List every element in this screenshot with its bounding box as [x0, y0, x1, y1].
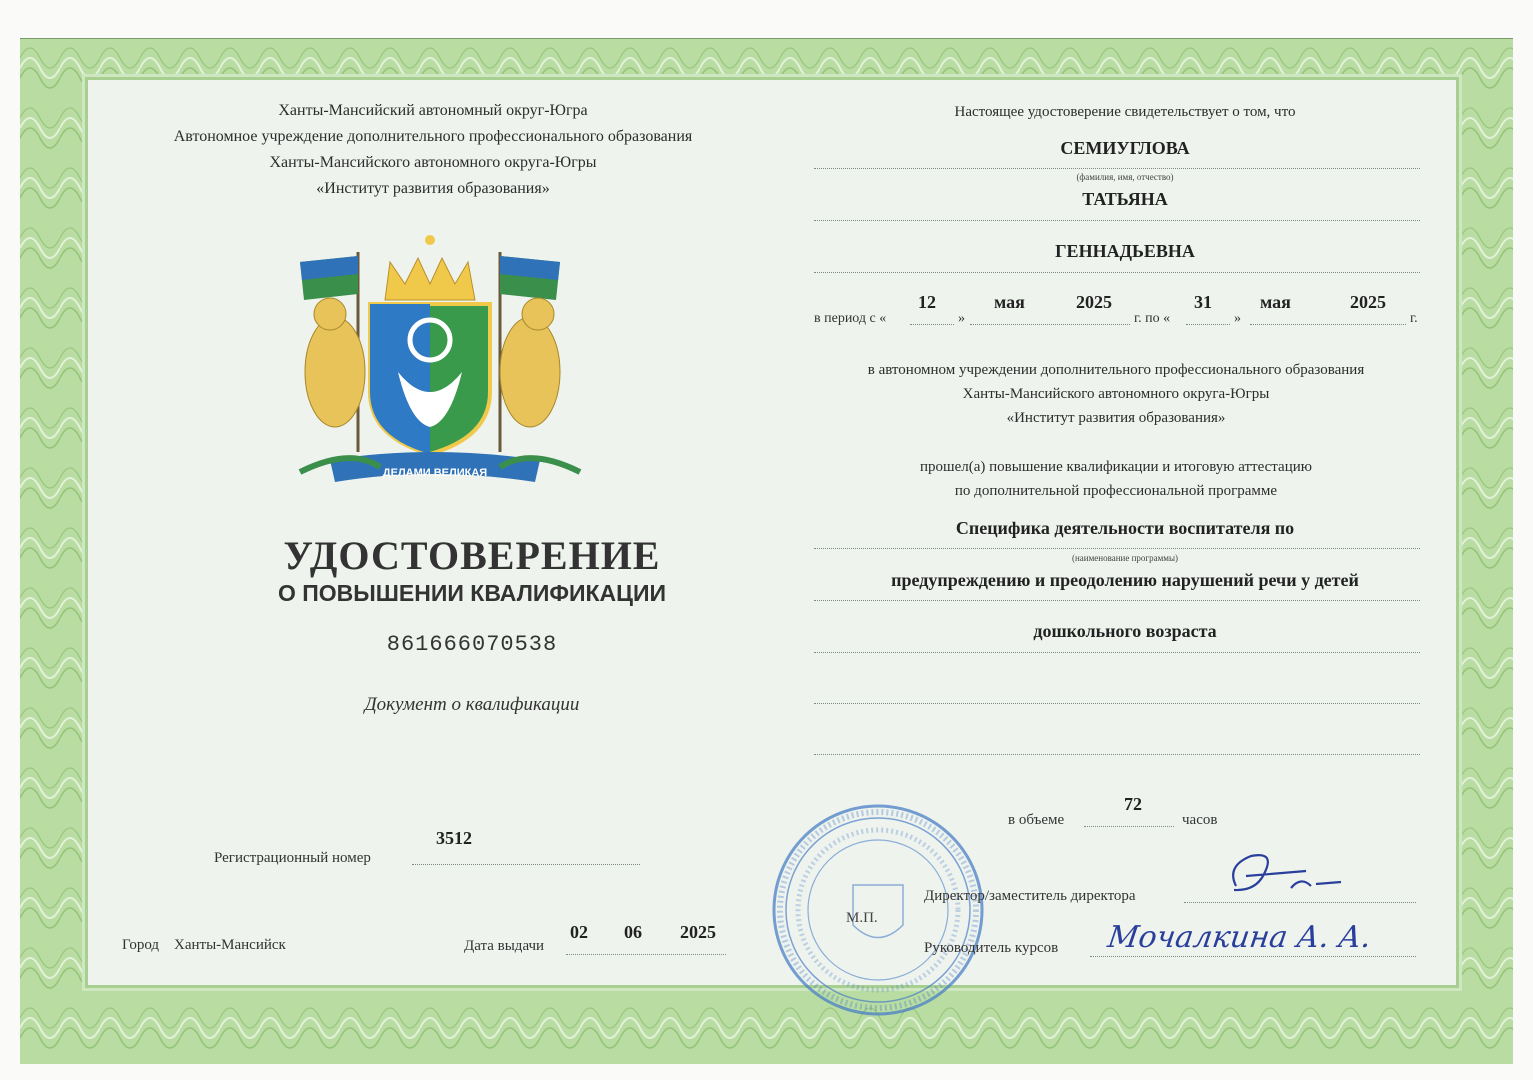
registration-label: Регистрационный номер [214, 850, 371, 866]
course-head-signature: Мочалкина А. А. [1105, 920, 1374, 955]
start-month: мая [994, 292, 1025, 312]
document-number: 861666070538 [386, 632, 558, 657]
end-day-line [1186, 324, 1230, 325]
issue-day: 02 [570, 922, 588, 942]
start-quote-close: » [958, 311, 965, 326]
first-name: ТАТЬЯНА [1082, 189, 1168, 209]
program-line-1: Специфика деятельности воспитателя по [955, 518, 1295, 538]
director-signature [1216, 846, 1346, 906]
coat-of-arms-emblem [290, 222, 590, 502]
end-month: мая [1260, 292, 1291, 312]
program-line-2: предупреждению и преодолению нарушений речи у детей [891, 570, 1359, 590]
intro-text: Настоящее удостоверение свидетельствует о том, что [954, 104, 1296, 120]
emblem-motto: ДЕЛАМИ ВЕЛИКАЯ [382, 467, 488, 479]
registration-line [412, 864, 640, 865]
passed-line-1: прошел(а) повышение квалификации и итоговую аттестацию [920, 459, 1312, 475]
registration-number: 3512 [436, 828, 472, 848]
header-line-4: «Институт развития образования» [316, 180, 550, 197]
city-value: Ханты-Мансийск [174, 937, 286, 953]
name-caption: (фамилия, имя, отчество) [1076, 172, 1174, 182]
end-quote-close: » [1234, 311, 1241, 326]
org-line-2: Ханты-Мансийского автономного округа-Югры [962, 386, 1270, 402]
director-label: Директор/заместитель директора [924, 888, 1136, 904]
document-subtitle: О ПОВЫШЕНИИ КВАЛИФИКАЦИИ [277, 580, 667, 606]
org-line-1: в автономном учреждении дополнительного профессионального образования [867, 362, 1365, 378]
patronymic-line [814, 272, 1420, 273]
program-line-2-rule [814, 600, 1420, 601]
document-type: Документ о квалификации [364, 694, 580, 715]
volume-label: в объеме [1008, 812, 1065, 828]
end-month-line [1250, 324, 1406, 325]
document-title: УДОСТОВЕРЕНИЕ [283, 533, 661, 578]
period-prefix: в период с « [814, 311, 887, 326]
official-stamp [768, 800, 988, 1020]
program-line-1-rule [814, 548, 1420, 549]
course-head-line [1090, 956, 1416, 957]
header-line-1: Ханты-Мансийский автономный округ-Югра [278, 102, 588, 119]
issue-date-label: Дата выдачи [464, 938, 545, 954]
header-line-3: Ханты-Мансийского автономного округа-Югры [269, 154, 597, 171]
issue-date-line [566, 954, 726, 955]
issue-month: 06 [624, 922, 642, 942]
passed-line-2: по дополнительной профессиональной программе [954, 483, 1278, 499]
start-day-line [910, 324, 954, 325]
program-line-3: дошкольного возраста [1033, 621, 1217, 641]
stamp-mark: М.П. [846, 910, 878, 926]
end-day: 31 [1194, 292, 1212, 312]
surname: СЕМИУГЛОВА [1060, 138, 1190, 158]
volume-value: 72 [1124, 794, 1142, 814]
course-head-label: Руководитель курсов [924, 940, 1059, 956]
start-month-line [970, 324, 1130, 325]
program-line-4-rule [814, 703, 1420, 704]
program-line-5-rule [814, 754, 1420, 755]
surname-line [814, 168, 1420, 169]
city-label: Город [122, 937, 160, 953]
org-line-3: «Институт развития образования» [1006, 410, 1226, 426]
start-year: 2025 [1076, 292, 1112, 312]
start-day: 12 [918, 292, 936, 312]
first-name-line [814, 220, 1420, 221]
period-suffix: г. [1410, 311, 1418, 326]
program-caption: (наименование программы) [1071, 553, 1179, 563]
program-line-3-rule [814, 652, 1420, 653]
issue-year: 2025 [680, 922, 716, 942]
header-line-2: Автономное учреждение дополнительного профессионального образования [173, 128, 693, 145]
end-year: 2025 [1350, 292, 1386, 312]
period-mid: г. по « [1134, 311, 1171, 326]
volume-unit: часов [1182, 812, 1218, 828]
volume-line [1084, 826, 1174, 827]
patronymic: ГЕННАДЬЕВНА [1055, 241, 1195, 261]
